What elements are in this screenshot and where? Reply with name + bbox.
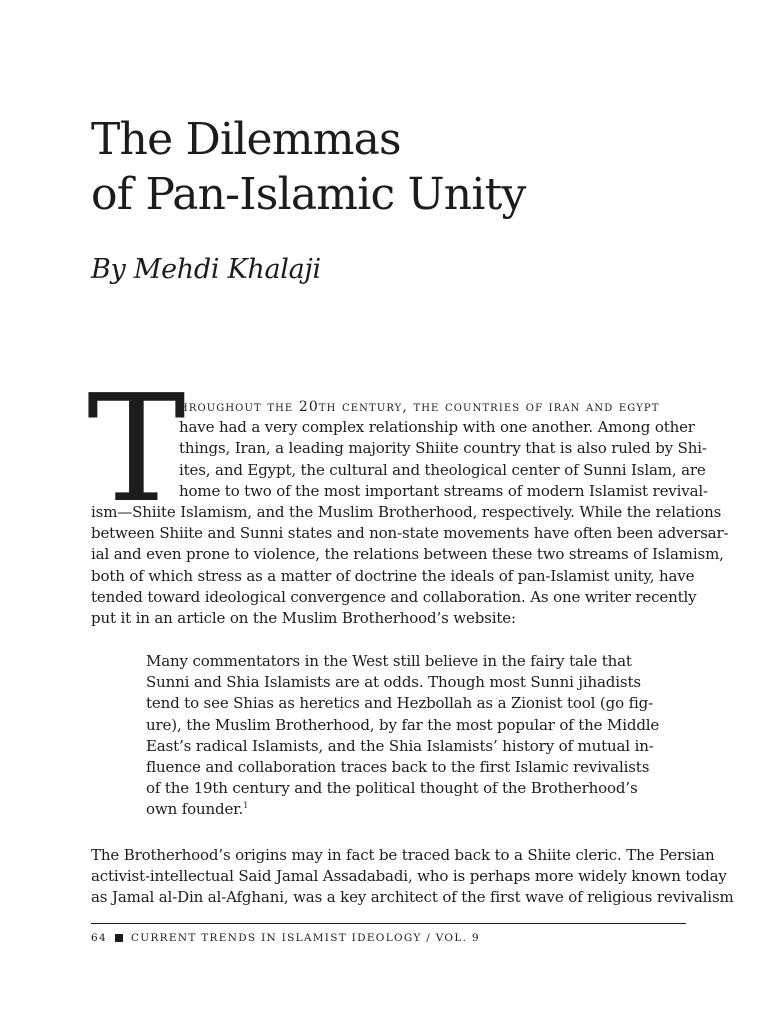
quote-last-text: own founder. <box>146 800 244 819</box>
quote-line: tend to see Shias as heretics and Hezbollah as a Zionist tool (go fig- <box>146 694 653 713</box>
quote-line: Many commentators in the West still believe in the fairy tale that <box>146 652 632 670</box>
page-footer <box>91 932 480 944</box>
document-page <box>87 0 734 1024</box>
lead-line: both of which stress as a matter of doctrine the ideals of pan-Islamist unity, have <box>91 566 695 585</box>
lead-line: have had a very complex relationship with one another. Among other <box>179 418 695 437</box>
footnote-marker[interactable]: 1 <box>243 801 249 811</box>
publication-name: CURRENT TRENDS IN ISLAMIST IDEOLOGY / VOL. 9 <box>130 932 480 944</box>
lead-line: home to two of the most important streams of modern Islamist revival- <box>179 481 708 500</box>
paragraph-line: The Brotherhood’s origins may in fact be traced back to a Shiite cleric. The Persian <box>91 846 715 864</box>
lead-paragraph <box>91 396 729 629</box>
quote-line: East’s radical Islamists, and the Shia Islamists’ history of mutual in- <box>146 736 654 755</box>
quote-line: Sunni and Shia Islamists are at odds. Though most Sunni jihadists <box>146 673 641 692</box>
lead-line: tended toward ideological convergence and collaboration. As one writer recently <box>91 587 697 606</box>
quote-line: of the 19th century and the political thought of the Brotherhood’s <box>146 779 638 798</box>
lead-line: things, Iran, a leading majority Shiite country that is also ruled by Shi- <box>179 439 707 458</box>
lead-line: ism—Shiite Islamism, and the Muslim Brotherhood, respectively. While the relations <box>91 502 722 521</box>
block-quote <box>146 651 660 821</box>
title-line-1: The Dilemmas <box>91 114 401 165</box>
quote-line: ure), the Muslim Brotherhood, by far the most popular of the Middle <box>146 715 660 734</box>
lead-line: ites, and Egypt, the cultural and theological center of Sunni Islam, are <box>179 460 706 479</box>
paragraph-line: as Jamal al-Din al-Afghani, was a key architect of the first wave of religious revivalism <box>91 888 734 907</box>
lead-line: put it in an article on the Muslim Brotherhood’s website: <box>91 608 516 627</box>
lead-line: between Shiite and Sunni states and non-state movements have often been adversar- <box>91 524 729 543</box>
article-title <box>91 112 686 222</box>
page-number: 64 <box>91 932 107 944</box>
title-line-2: of Pan-Islamic Unity <box>91 169 526 220</box>
opening-small-caps: hroughout the 20th century, the countries of iran and egypt <box>179 399 660 415</box>
drop-cap: T <box>87 363 186 535</box>
quote-line: fluence and collaboration traces back to the first Islamic revivalists <box>146 757 650 776</box>
following-paragraph <box>91 845 734 909</box>
black-square-icon <box>115 934 123 942</box>
author-byline: By Mehdi Khalaji <box>91 254 321 285</box>
lead-line: ial and even prone to violence, the relations between these two streams of Islamism, <box>91 545 724 564</box>
paragraph-line: activist-intellectual Said Jamal Assadabadi, who is perhaps more widely known today <box>91 867 727 886</box>
lead-line <box>91 396 686 417</box>
footer-rule <box>91 923 686 924</box>
quote-line <box>146 799 631 820</box>
